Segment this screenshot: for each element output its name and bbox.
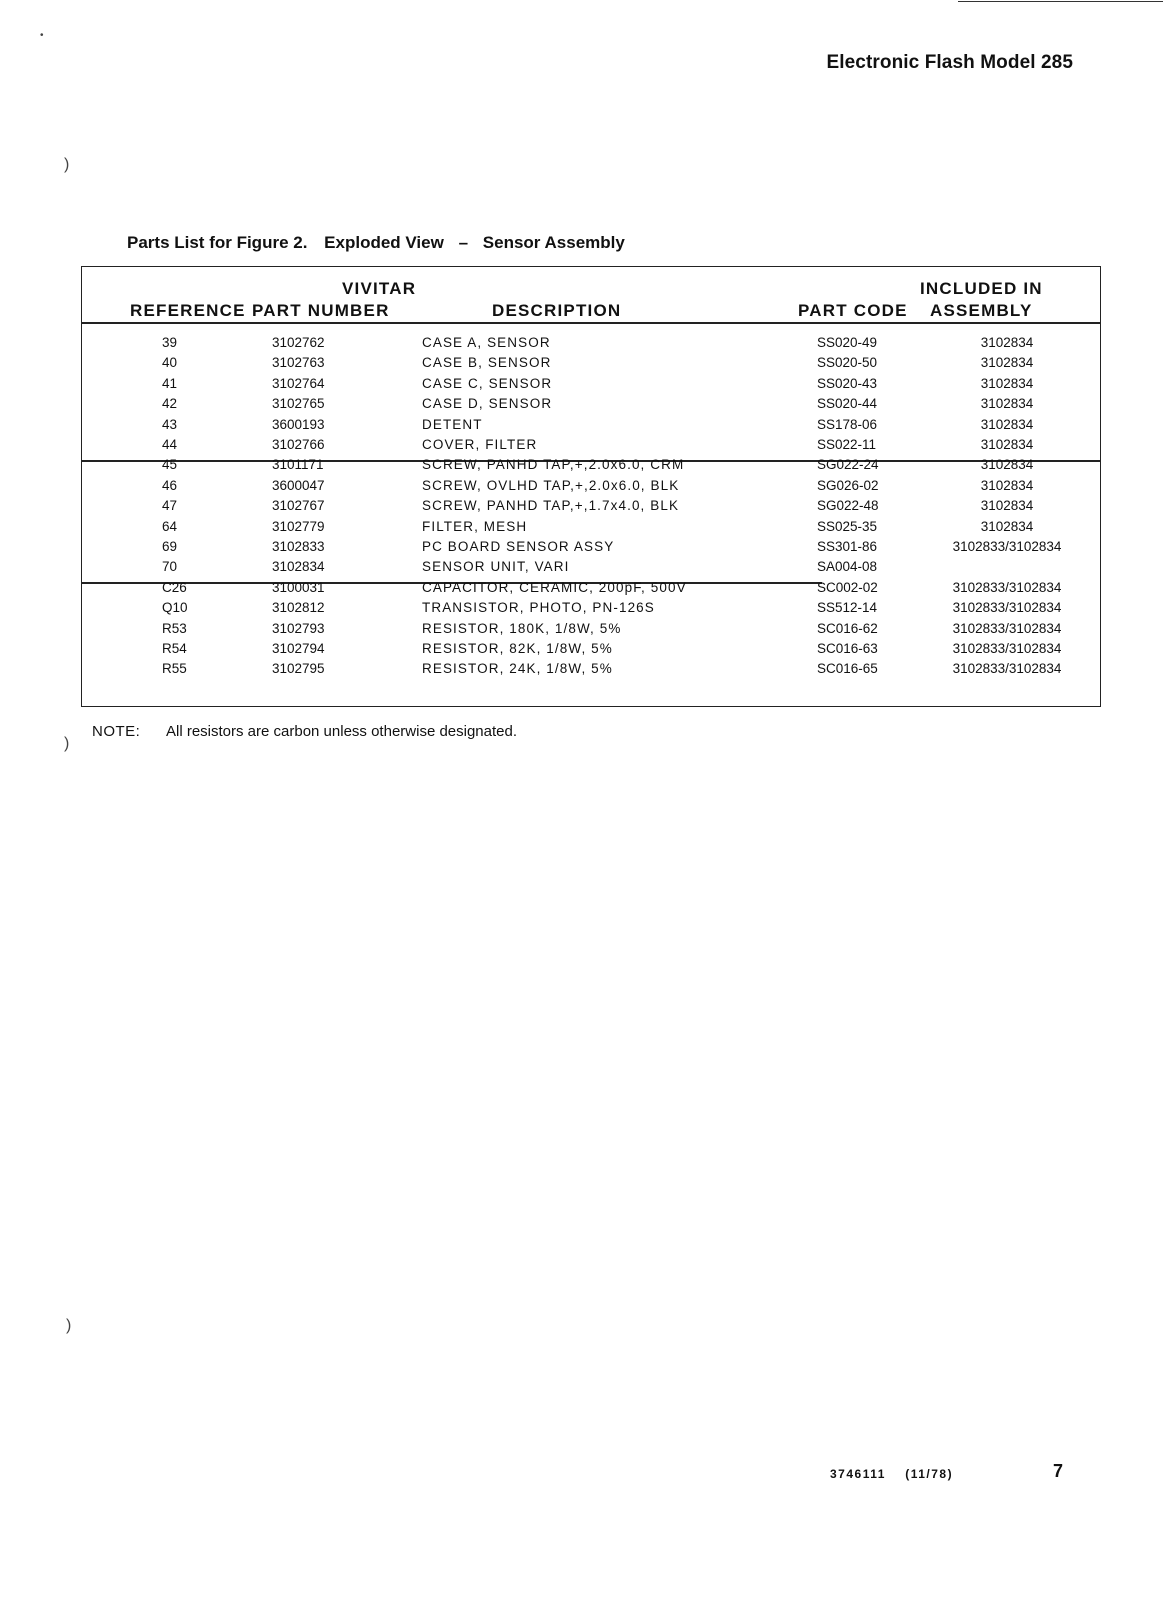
table-row [82, 539, 1100, 559]
row-part-number: 3102833 [272, 539, 325, 554]
header-part-code: PART CODE [798, 301, 908, 320]
header-assembly: ASSEMBLY [930, 301, 1033, 320]
table-row [82, 478, 1100, 498]
row-included-in-assembly: 3102833/3102834 [952, 600, 1062, 616]
page-header-title: Electronic Flash Model 285 [826, 52, 1073, 73]
row-reference: 43 [162, 416, 178, 432]
row-description: CASE B, SENSOR [422, 355, 552, 371]
row-description: DETENT [422, 416, 483, 432]
row-reference: 47 [162, 498, 178, 514]
row-description: COVER, FILTER [422, 437, 538, 452]
table-row [82, 457, 1100, 477]
row-description: RESISTOR, 24K, 1/8W, 5% [422, 661, 613, 677]
row-reference: 64 [162, 518, 178, 534]
figure-caption [127, 233, 625, 253]
row-part-code: SC002-02 [817, 579, 878, 595]
row-reference: R55 [162, 661, 187, 677]
row-part-number: 3102763 [272, 355, 325, 371]
table-row [82, 661, 1100, 681]
header-description: DESCRIPTION [492, 301, 622, 320]
row-part-code: SC016-62 [817, 620, 878, 636]
header-vivitar: VIVITAR [342, 279, 417, 298]
header-rule [82, 322, 1100, 324]
caption-dash: – [458, 233, 469, 252]
row-included-in-assembly: 3102834 [980, 396, 1034, 412]
row-included-in-assembly: 3102834 [980, 335, 1034, 350]
page-number: 7 [1053, 1461, 1064, 1481]
table-row [82, 335, 1100, 355]
row-part-code: SS020-43 [817, 375, 878, 391]
table-row [82, 396, 1100, 416]
note-text: All resistors are carbon unless otherwise designated. [166, 723, 518, 740]
header-included-in: INCLUDED IN [920, 279, 1043, 298]
row-part-number: 3102762 [272, 335, 325, 350]
table-row [82, 355, 1100, 375]
row-part-number: 3600047 [272, 477, 325, 493]
row-part-number: 3102834 [272, 559, 325, 575]
row-reference: 41 [162, 375, 178, 391]
row-description: CASE C, SENSOR [422, 375, 553, 391]
row-reference: Q10 [162, 600, 188, 616]
row-included-in-assembly: 3102833/3102834 [952, 539, 1062, 554]
row-reference: R53 [162, 620, 187, 636]
row-part-number: 3102766 [272, 437, 325, 452]
row-description: CASE D, SENSOR [422, 396, 553, 412]
row-reference: 45 [162, 457, 178, 473]
row-part-number: 3102793 [272, 620, 325, 636]
row-part-number: 3102764 [272, 375, 325, 391]
row-part-number: 3101171 [272, 457, 324, 473]
caption-parts-list: Parts List for Figure 2. [127, 233, 308, 252]
row-part-code: SS301-86 [817, 539, 878, 554]
row-included-in-assembly: 3102833/3102834 [952, 620, 1062, 636]
table-note [92, 723, 517, 740]
row-included-in-assembly: 3102833/3102834 [952, 661, 1062, 677]
row-description: SCREW, PANHD TAP,+,1.7x4.0, BLK [422, 498, 680, 514]
row-included-in-assembly: 3102833/3102834 [952, 579, 1062, 595]
row-part-number: 3102767 [272, 498, 325, 514]
row-description: FILTER, MESH [422, 518, 528, 534]
row-reference: R54 [162, 641, 187, 656]
row-reference: 70 [162, 559, 178, 575]
row-description: CASE A, SENSOR [422, 335, 551, 350]
header-reference: REFERENCE [130, 301, 246, 320]
row-description: CAPACITOR, CERAMIC, 200pF, 500V [422, 579, 687, 595]
table-row [82, 621, 1100, 641]
row-included-in-assembly: 3102834 [980, 375, 1034, 391]
row-description: SENSOR UNIT, VARI [422, 559, 570, 575]
row-included-in-assembly: 3102834 [980, 355, 1034, 371]
row-included-in-assembly: 3102833/3102834 [952, 641, 1062, 656]
row-reference: 69 [162, 539, 178, 554]
row-reference: 40 [162, 355, 178, 371]
table-row [82, 559, 1100, 579]
row-part-code: SG022-48 [817, 498, 879, 514]
row-description: TRANSISTOR, PHOTO, PN-126S [422, 600, 655, 616]
row-description: SCREW, PANHD TAP,+,2.0x6.0, CRM [422, 457, 685, 473]
row-description: SCREW, OVLHD TAP,+,2.0x6.0, BLK [422, 477, 680, 493]
row-included-in-assembly: 3102834 [980, 437, 1034, 452]
row-part-code: SS512-14 [817, 600, 878, 616]
row-part-number: 3102812 [272, 600, 325, 616]
row-part-number: 3100031 [272, 579, 325, 595]
parts-table [81, 266, 1101, 707]
scan-mark: ) [64, 156, 70, 173]
row-part-code: SC016-63 [817, 641, 878, 656]
row-part-code: SS178-06 [817, 416, 878, 432]
row-included-in-assembly: 3102834 [980, 498, 1034, 514]
table-row [82, 641, 1100, 661]
row-part-number: 3102765 [272, 396, 325, 412]
note-label: NOTE: [92, 723, 141, 740]
row-part-code: SS025-35 [817, 518, 878, 534]
row-part-code: SC016-65 [817, 661, 878, 677]
scan-speck: • [40, 30, 44, 41]
row-description: PC BOARD SENSOR ASSY [422, 539, 615, 554]
row-part-code: SG022-24 [817, 457, 879, 473]
row-part-number: 3102795 [272, 661, 325, 677]
row-part-number: 3102779 [272, 518, 325, 534]
row-part-number: 3102794 [272, 641, 325, 656]
table-row [82, 437, 1100, 457]
row-part-code: SS020-44 [817, 396, 878, 412]
scan-mark: ) [64, 735, 70, 752]
row-reference: 42 [162, 396, 178, 412]
row-included-in-assembly: 3102834 [980, 416, 1034, 432]
table-row [82, 376, 1100, 396]
caption-exploded-view: Exploded View [324, 233, 444, 252]
row-description: RESISTOR, 180K, 1/8W, 5% [422, 620, 622, 636]
row-reference: 44 [162, 437, 178, 452]
row-description: RESISTOR, 82K, 1/8W, 5% [422, 641, 613, 656]
caption-sensor-assembly: Sensor Assembly [482, 233, 625, 252]
header-part-number: PART NUMBER [252, 301, 390, 320]
row-reference: C26 [162, 579, 187, 595]
row-reference: 46 [162, 477, 178, 493]
row-included-in-assembly: 3102834 [980, 477, 1034, 493]
row-included-in-assembly: 3102834 [980, 457, 1034, 473]
table-row [82, 519, 1100, 539]
row-part-code: SS022-11 [817, 437, 877, 452]
table-row [82, 580, 1100, 600]
table-row [82, 600, 1100, 620]
scan-mark: ) [66, 1317, 72, 1334]
table-row [82, 498, 1100, 518]
row-part-number: 3600193 [272, 416, 325, 432]
row-reference: 39 [162, 335, 178, 350]
row-part-code: SA004-08 [817, 559, 878, 575]
table-row [82, 417, 1100, 437]
row-part-code: SS020-50 [817, 355, 878, 371]
row-included-in-assembly: 3102834 [980, 518, 1034, 534]
row-part-code: SS020-49 [817, 335, 878, 350]
top-edge-rule [958, 1, 1163, 2]
row-part-code: SG026-02 [817, 477, 879, 493]
document-code: 3746111 (11/78) [830, 1467, 954, 1481]
